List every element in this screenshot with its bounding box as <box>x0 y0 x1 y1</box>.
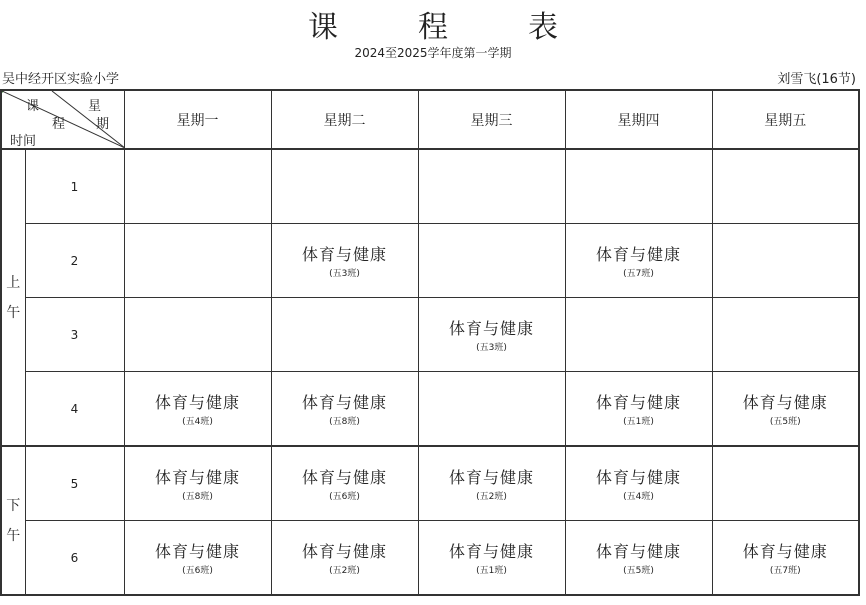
teacher-name: 刘雪飞(16节) <box>777 72 856 87</box>
timetable-cell[interactable] <box>712 521 859 596</box>
timetable-cell[interactable] <box>271 298 418 372</box>
class-label: (五3班) <box>329 269 360 279</box>
class-label: (五7班) <box>623 269 654 279</box>
class-label: (五8班) <box>329 417 360 427</box>
timetable-cell[interactable] <box>418 298 565 372</box>
period-number: 2 <box>25 224 124 298</box>
timetable-cell[interactable] <box>418 224 565 298</box>
corner-label: 期 <box>96 117 110 132</box>
period-row <box>1 372 859 447</box>
period-number: 4 <box>25 372 124 447</box>
period-row <box>1 521 859 596</box>
afternoon-label <box>1 446 25 595</box>
corner-label: 星 <box>88 99 102 114</box>
class-label: (五4班) <box>182 417 213 427</box>
course-name: 体育与健康 <box>742 393 828 412</box>
class-label: (五1班) <box>623 417 654 427</box>
page-title <box>0 2 866 46</box>
half-char: 上 <box>6 274 21 291</box>
school-name: 吴中经开区实验小学 <box>2 72 120 87</box>
day-header: 星期四 <box>565 90 712 149</box>
class-label: (五7班) <box>769 566 801 576</box>
timetable-cell[interactable] <box>712 446 859 521</box>
timetable-cell[interactable] <box>712 149 859 224</box>
class-label: (五3班) <box>476 343 507 353</box>
timetable-cell[interactable] <box>565 149 712 224</box>
timetable-cell[interactable] <box>565 446 712 521</box>
class-label: (五8班) <box>182 492 213 502</box>
course-name: 体育与健康 <box>595 468 681 487</box>
course-name: 体育与健康 <box>301 393 387 412</box>
period-row <box>1 446 859 521</box>
class-label: (五6班) <box>329 492 360 502</box>
timetable-cell[interactable] <box>565 298 712 372</box>
period-number: 3 <box>25 298 124 372</box>
timetable-cell[interactable] <box>124 298 271 372</box>
timetable-cell[interactable] <box>418 149 565 224</box>
day-header: 星期三 <box>418 90 565 149</box>
period-row <box>1 224 859 298</box>
corner-label: 程 <box>52 117 66 132</box>
morning-label <box>1 149 25 446</box>
half-char: 下 <box>6 497 21 514</box>
course-name: 体育与健康 <box>301 245 387 264</box>
semester-subtitle: 2024至2025学年度第一学期 <box>354 46 512 60</box>
timetable-cell[interactable] <box>124 521 271 596</box>
course-name: 体育与健康 <box>595 542 681 561</box>
timetable-cell[interactable] <box>124 446 271 521</box>
corner-label: 时间 <box>10 134 37 149</box>
course-name: 体育与健康 <box>595 245 681 264</box>
title-char: 程 <box>418 10 448 45</box>
class-label: (五1班) <box>476 566 507 576</box>
corner-label: 课 <box>26 99 40 114</box>
class-label: (五6班) <box>182 566 213 576</box>
timetable-cell[interactable] <box>712 298 859 372</box>
class-label: (五4班) <box>623 492 654 502</box>
timetable-cell[interactable] <box>565 372 712 447</box>
title-char: 表 <box>528 10 558 45</box>
timetable-cell[interactable] <box>418 446 565 521</box>
period-number: 5 <box>25 446 124 521</box>
class-label: (五2班) <box>476 492 507 502</box>
class-label: (五5班) <box>623 566 654 576</box>
timetable-cell[interactable] <box>124 224 271 298</box>
class-label: (五2班) <box>329 566 360 576</box>
timetable-cell[interactable] <box>565 224 712 298</box>
day-header: 星期一 <box>124 90 271 149</box>
timetable-cell[interactable] <box>271 446 418 521</box>
course-name: 体育与健康 <box>448 468 534 487</box>
day-header: 星期二 <box>271 90 418 149</box>
header-row <box>1 90 859 149</box>
period-row <box>1 298 859 372</box>
half-char: 午 <box>6 527 21 544</box>
period-number: 6 <box>25 521 124 596</box>
course-name: 体育与健康 <box>448 319 534 338</box>
timetable-cell[interactable] <box>271 149 418 224</box>
timetable-cell[interactable] <box>418 372 565 447</box>
period-row <box>1 149 859 224</box>
day-header: 星期五 <box>712 90 859 149</box>
course-name: 体育与健康 <box>154 542 240 561</box>
course-name: 体育与健康 <box>595 393 681 412</box>
timetable <box>0 89 860 596</box>
course-name: 体育与健康 <box>154 468 240 487</box>
timetable-cell[interactable] <box>271 372 418 447</box>
class-label: (五5班) <box>769 417 801 427</box>
title-char: 课 <box>308 10 338 45</box>
timetable-cell[interactable] <box>418 521 565 596</box>
timetable-cell[interactable] <box>712 224 859 298</box>
timetable-cell[interactable] <box>712 372 859 447</box>
timetable-cell[interactable] <box>124 149 271 224</box>
course-name: 体育与健康 <box>301 542 387 561</box>
course-name: 体育与健康 <box>742 542 828 561</box>
timetable-cell[interactable] <box>565 521 712 596</box>
timetable-cell[interactable] <box>271 521 418 596</box>
course-name: 体育与健康 <box>448 542 534 561</box>
timetable-cell[interactable] <box>271 224 418 298</box>
course-name: 体育与健康 <box>154 393 240 412</box>
period-number: 1 <box>25 149 124 224</box>
timetable-cell[interactable] <box>124 372 271 447</box>
corner-cell <box>1 90 124 149</box>
half-char: 午 <box>6 304 21 321</box>
course-name: 体育与健康 <box>301 468 387 487</box>
